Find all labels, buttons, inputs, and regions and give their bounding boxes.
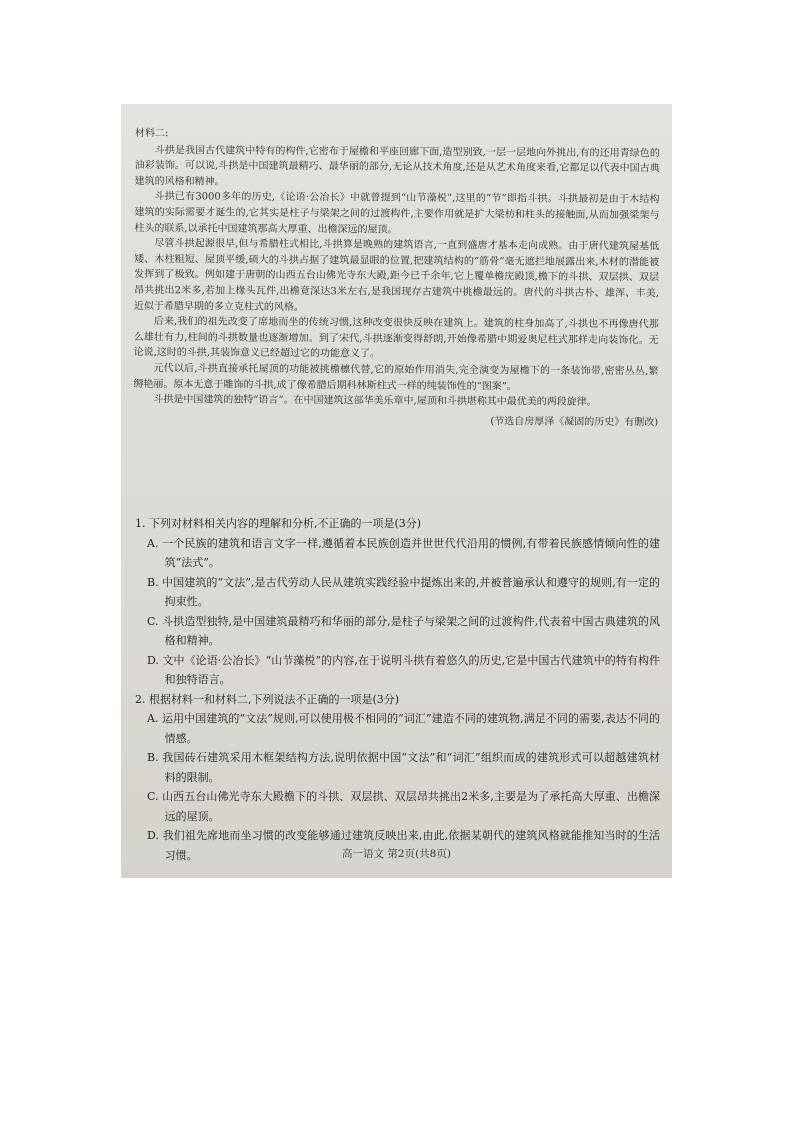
- answer-option: C. 山西五台山佛光寺东大殿檐下的斗拱、双层拱、双层昂共挑出2米多,主要是为了承托高大厚重、出檐深远的屋顶。: [147, 790, 660, 823]
- answer-option: A. 运用中国建筑的“文法”规则,可以使用极不相同的“词汇”建造不同的建筑物,满足不同的需要,表达不同的情感。: [147, 712, 660, 745]
- passage-paragraph: 斗拱是我国古代建筑中特有的构件,它密布于屋檐和平座回廊下面,造型别致,一层一层地向外挑出,有的还用青绿色的油彩装饰。可以说,斗拱是中国建筑最精巧、最华丽的部分,无论从技术角度,还是从艺术角度来看,它都足以代表中国古典建筑的风格和精神。: [134, 144, 660, 188]
- passage-paragraph: 元代以后,斗拱直接承托屋顶的功能被挑檐檩代替,它的原始作用消失,完全演变为屋檐下的一条装饰带,密密丛丛,繁缛艳丽。原本无意于雕饰的斗拱,成了像希腊后期科林斯柱式一样的纯装饰性的“图案”。: [133, 363, 659, 392]
- scanned-page-photo: [121, 104, 672, 878]
- passage-paragraph: 尽管斗拱起源很早,但与希腊柱式相比,斗拱算是晚熟的建筑语言,一直到盛唐才基本走向成熟。由于唐代建筑屋基低矮、木柱粗短、屋顶平缓,硕大的斗拱占据了建筑最显眼的位置,把建筑结构的“筋骨”毫无遮拦地展露出来,木材的潜能被发挥到了极致。例如建于唐朝的山西五台山佛光寺东大殿,距今已千余年,它上覆单檐庑殿顶,檐下的斗拱、双层拱、双层昂共挑出2米多,若加上椽头瓦件,出檐竟深达3米左右,是我国现存古建筑中挑檐最远的。唐代的斗拱古朴、雄浑、丰美,近似于希腊早期的多立克柱式的风格。: [133, 238, 660, 313]
- material-two-passage: [133, 126, 660, 430]
- material-heading: 材料二:: [134, 127, 169, 140]
- passage-paragraph: 斗拱是中国建筑的独特“语言”。在中国建筑这部华美乐章中,屋顶和斗拱堪称其中最优美的两段旋律。: [153, 394, 597, 408]
- question-stem: 1. 下列对材料相关内容的理解和分析,不正确的一项是(3分): [135, 517, 422, 530]
- passage-paragraph: 斗拱已有3000多年的历史,《论语·公冶长》中就曾提到“山节藻棁”,这里的“节”即指斗拱。斗拱最初是由于木结构建筑的实际需要才诞生的,它其实是柱子与梁架之间的过渡构件,主要作用就是扩大梁枋和柱头的接触面,从而加强梁架与柱头的联系,以承托中国建筑那高大厚重、出檐深远的屋顶。: [134, 191, 660, 236]
- passage-source: (节选自房厚泽《凝固的历史》有删改): [490, 415, 659, 428]
- answer-option: B. 我国砖石建筑采用木框架结构方法,说明依据中国“文法”和“词汇”组织而成的建筑形式可以超越建筑材料的限制。: [147, 751, 660, 784]
- answer-option: A. 一个民族的建筑和语言文字一样,遵循着本民族创造并世世代代沿用的惯例,有带着民族感情倾向性的建筑“法式”。: [147, 536, 660, 569]
- answer-option: C. 斗拱造型独特,是中国建筑最精巧和华丽的部分,是柱子与梁架之间的过渡构件,代表着中国古典建筑的风格和精神。: [147, 614, 660, 647]
- answer-option: B. 中国建筑的“文法”,是古代劳动人民从建筑实践经验中提炼出来的,并被普遍承认和遵守的规则,有一定的拘束性。: [147, 575, 660, 608]
- answer-option: D. 我们祖先席地而坐习惯的改变能够通过建筑反映出来,由此,依据某朝代的建筑风格就能推知当时的生活习惯。: [147, 829, 660, 862]
- question-stem: 2. 根据材料一和材料二,下列说法不正确的一项是(3分): [135, 692, 400, 706]
- passage-paragraph: 后来,我们的祖先改变了席地而坐的传统习惯,这种改变很快反映在建筑上。建筑的柱身加高了,斗拱也不再像唐代那么雄壮有力,柱间的斗拱数量也逐渐增加。到了宋代,斗拱逐渐变得舒朗,开始像希腊中期爱奥尼柱式那样走向装饰化。无论说,这时的斗拱,其装饰意义已经超过它的功能意义了。: [133, 316, 659, 360]
- question-1: [135, 514, 660, 690]
- questions-section: [135, 514, 660, 865]
- question-2: [135, 690, 660, 866]
- answer-option: D. 文中《论语·公冶长》“山节藻棁”的内容,在于说明斗拱有着悠久的历史,它是中国古代建筑中的特有构件和独特语言。: [147, 653, 660, 686]
- page-footer: 高一语文 第2页(共8页): [342, 848, 451, 860]
